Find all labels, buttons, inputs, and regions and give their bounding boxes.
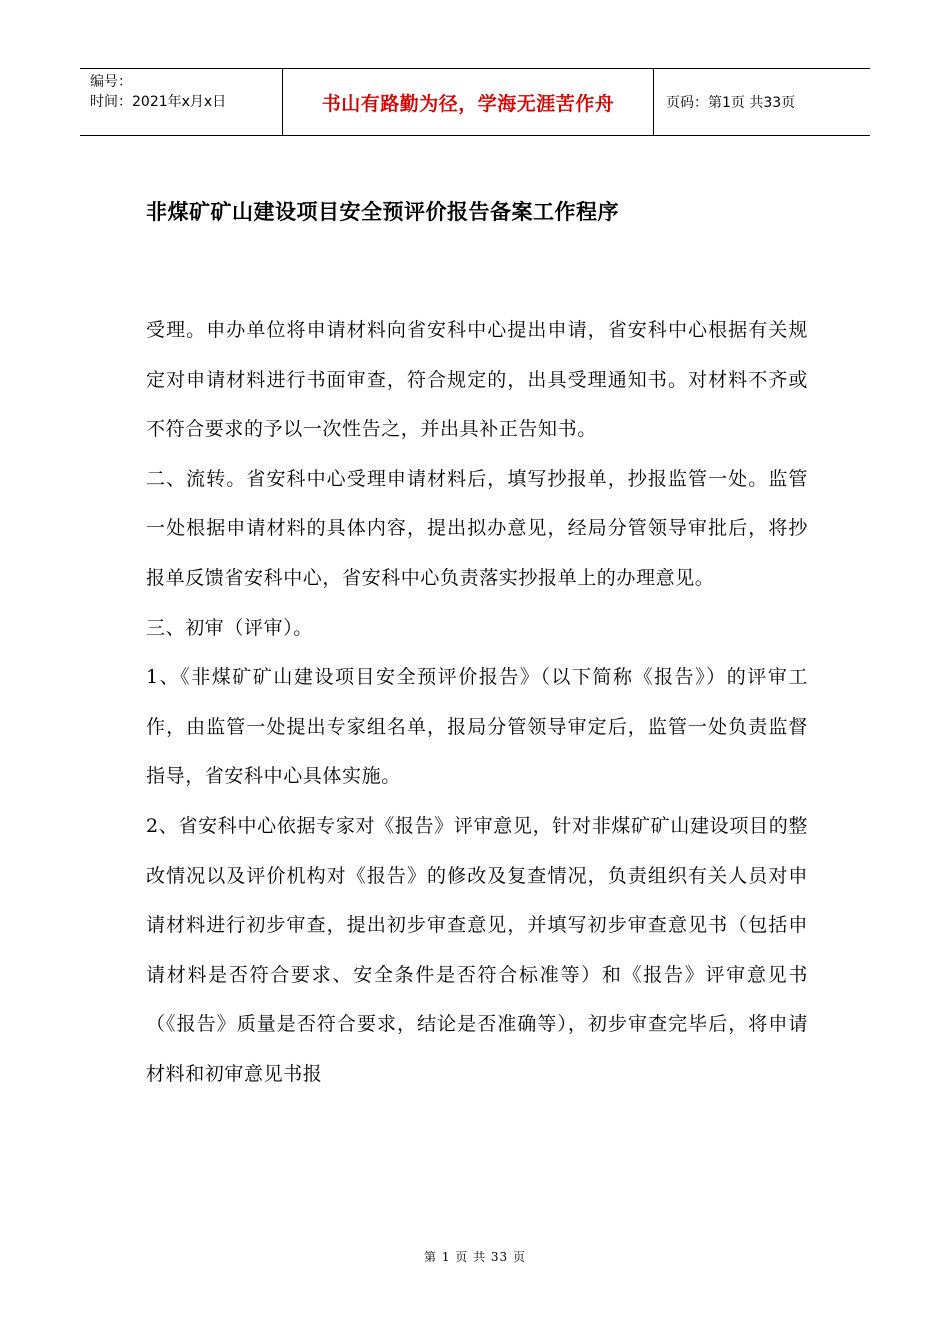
header-meta [80,69,282,135]
header-page-info: 页码：第1页 共33页 [666,95,796,111]
document-body [146,306,808,1100]
page-header [80,68,870,136]
paragraph-acceptance: 受理。申办单位将申请材料向省安科中心提出申请，省安科中心根据有关规定对申请材料进行书面审查，符合规定的，出具受理通知书。对材料不齐或不符合要求的予以一次性告之，并出具补正告知书。 [146,319,808,441]
document-time-label: 时间：2021年x月x日 [90,94,227,110]
paragraph-review-item-1: 1、《非煤矿矿山建设项目安全预评价报告》（以下简称《报告》）的评审工作，由监管一处提出专家组名单，报局分管领导审定后，监管一处负责监督指导，省安科中心具体实施。 [146,666,808,788]
document-number-label: 编号： [90,74,132,90]
paragraph-review-item-2: 2、省安科中心依据专家对《报告》评审意见，针对非煤矿矿山建设项目的整改情况以及评价机构对《报告》的修改及复查情况，负责组织有关人员对申请材料进行初步审查，提出初步审查意见，并填写初步审查意见书（包括申请材料是否符合要求、安全条件是否符合标准等）和《报告》评审意见书（《报告》质量是否符合要求，结论是否准确等），初步审查完毕后，将申请材料和初审意见书报 [146,814,808,1085]
paragraph-circulation: 二、流转。省安科中心受理申请材料后，填写抄报单，抄报监管一处。监管一处根据申请材料的具体内容，提出拟办意见，经局分管领导审批后，将抄报单反馈省安科中心，省安科中心负责落实抄报单上的办理意见。 [146,467,808,589]
header-motto: 书山有路勤为径，学海无涯苦作舟 [282,69,654,135]
page-footer: 第 1 页 共 33 页 [424,1250,526,1264]
paragraph-preliminary-review-heading: 三、初审（评审）。 [146,616,313,639]
document-title: 非煤矿矿山建设项目安全预评价报告备案工作程序 [146,200,619,224]
